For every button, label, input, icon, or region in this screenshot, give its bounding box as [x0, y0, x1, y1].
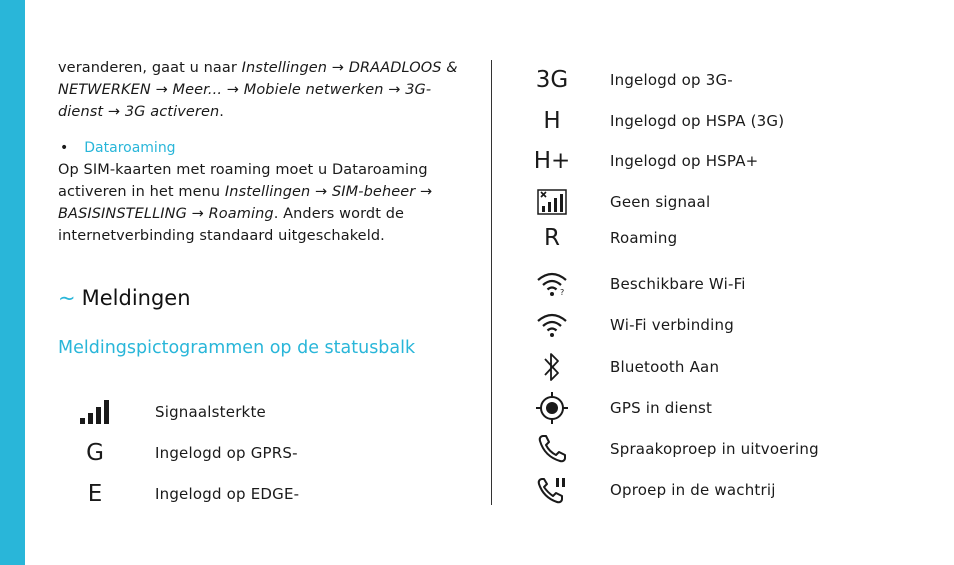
icon-row — [522, 143, 758, 179]
icon-row — [522, 62, 733, 98]
edge-icon — [65, 476, 125, 512]
column-divider — [491, 60, 492, 505]
menu-path-wireless: DRAADLOOS & NETWERKEN — [58, 60, 458, 98]
icon-row — [522, 220, 677, 256]
icon-row — [522, 184, 710, 220]
intro-text: veranderen, gaat u naar — [58, 60, 242, 76]
menu-path-basic-setting: BASISINSTELLING — [58, 206, 187, 222]
menu-path-3g-activate: 3G activeren — [124, 104, 220, 120]
arrow: → — [383, 82, 406, 98]
icon-label: Ingelogd op EDGE- — [155, 485, 300, 503]
icon-row — [522, 307, 734, 343]
bullet-dot: • — [60, 140, 69, 156]
svg-text:?: ? — [560, 288, 565, 297]
menu-path-settings: Instellingen — [241, 60, 328, 76]
3g-glyph: 3G — [535, 67, 569, 93]
menu-path-mobile-networks: Mobiele netwerken — [243, 82, 384, 98]
icon-label: Wi-Fi verbinding — [610, 316, 734, 334]
icon-label: GPS in dienst — [610, 399, 713, 417]
icon-label: Beschikbare Wi-Fi — [610, 275, 746, 293]
signal-strength-icon — [65, 394, 125, 430]
icon-label: Ingelogd op HSPA (3G) — [610, 112, 785, 130]
arrow: → — [415, 184, 433, 200]
hspa-icon — [522, 103, 582, 139]
arrow: → — [186, 206, 209, 222]
section-title-text: Meldingen — [81, 286, 191, 310]
arrow: → — [310, 184, 332, 200]
roaming-glyph: R — [544, 225, 560, 251]
bullet-title: Dataroaming — [84, 140, 176, 156]
icon-label: Ingelogd op GPRS- — [155, 444, 298, 462]
icon-label: Signaalsterkte — [155, 403, 266, 421]
roaming-text-end: . Anders wordt de internetverbinding standaard uitgeschakeld. — [58, 206, 405, 244]
gps-icon — [522, 390, 582, 426]
section-tilde: ~ — [58, 286, 76, 310]
icon-row — [522, 472, 776, 508]
wifi-available-icon — [522, 266, 582, 302]
icon-row — [522, 431, 819, 467]
roaming-text: Op SIM-kaarten met roaming moet u Dataroaming activeren in het menu — [58, 162, 428, 200]
hspa-plus-glyph: H+ — [533, 148, 571, 174]
roaming-icon — [522, 220, 582, 256]
icon-label: Geen signaal — [610, 193, 711, 211]
menu-path-settings: Instellingen — [224, 184, 311, 200]
arrow: → — [222, 82, 244, 98]
icon-row — [65, 435, 298, 471]
3g-icon — [522, 62, 582, 98]
roaming-paragraph — [58, 159, 458, 247]
icon-label: Spraakoproep in uitvoering — [610, 440, 819, 458]
no-signal-icon — [522, 184, 582, 220]
icon-row — [522, 103, 784, 139]
menu-path-roaming: Roaming — [208, 206, 274, 222]
accent-sidebar — [0, 0, 25, 565]
intro-paragraph — [58, 57, 458, 123]
hspa-glyph: H — [543, 108, 561, 134]
period: . — [219, 104, 224, 120]
icon-label: Bluetooth Aan — [610, 358, 720, 376]
bluetooth-icon — [522, 349, 582, 385]
icon-row — [65, 476, 299, 512]
gprs-glyph: G — [86, 440, 104, 466]
icon-label: Roaming — [610, 229, 678, 247]
bullet-dataroaming — [58, 137, 458, 159]
arrow: → — [150, 82, 173, 98]
menu-path-3g-service: 3G-dienst — [58, 82, 432, 120]
phone-call-icon — [522, 431, 582, 467]
arrow: → — [327, 60, 349, 76]
gprs-icon — [65, 435, 125, 471]
hspa-plus-icon — [522, 143, 582, 179]
icon-label: Oproep in de wachtrij — [610, 481, 776, 499]
section-title — [58, 286, 191, 310]
icon-label: Ingelogd op 3G- — [610, 71, 733, 89]
call-on-hold-icon — [522, 472, 582, 508]
edge-glyph: E — [87, 481, 103, 507]
wifi-connected-icon — [522, 307, 582, 343]
menu-path-sim-management: SIM-beheer — [332, 184, 416, 200]
subtitle: Meldingspictogrammen op de statusbalk — [58, 338, 416, 358]
icon-row — [522, 390, 712, 426]
icon-row — [522, 349, 719, 385]
left-column — [58, 57, 458, 247]
menu-path-more: Meer... — [172, 82, 223, 98]
icon-row — [65, 394, 266, 430]
icon-label: Ingelogd op HSPA+ — [610, 152, 759, 170]
icon-row — [522, 266, 746, 302]
arrow: → — [103, 104, 125, 120]
